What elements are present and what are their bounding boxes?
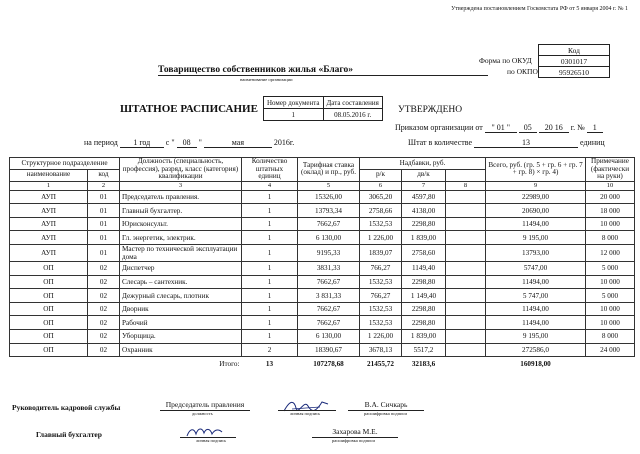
okud-value: 0301017 [539, 56, 610, 67]
cell-subdivision: АУП [10, 217, 88, 231]
staffing-table [9, 157, 635, 370]
cell-dv: 2298,80 [402, 316, 446, 330]
table-row [10, 289, 635, 303]
doc-date-header: Дата составления [323, 97, 382, 109]
cell-extra [446, 262, 486, 276]
hr-name: В.А. Сичкарь [364, 400, 408, 409]
cell-rate: 13793,34 [298, 204, 360, 218]
cell-rk: 3678,13 [360, 343, 402, 357]
organization-caption: наименование организации [240, 77, 293, 82]
organization-name: Товарищество собственников жилья «Благо» [158, 65, 354, 75]
cell-total: 9 195,00 [486, 231, 586, 245]
cell-code: 02 [88, 275, 120, 289]
table-row [10, 330, 635, 344]
cell-total: 11494,00 [486, 275, 586, 289]
cell-subdivision: АУП [10, 204, 88, 218]
cell-position: Дворник [120, 302, 242, 316]
cell-extra [446, 289, 486, 303]
cell-note: 20 000 [586, 190, 635, 204]
cell-code: 02 [88, 302, 120, 316]
cell-rate: 18390,67 [298, 343, 360, 357]
doc-date: 08.05.2016 г. [323, 109, 382, 121]
organization-underline [158, 75, 488, 76]
header-position: Должность (специальность, профессия), разряд, класс (категория) квалификации [120, 158, 242, 182]
header-sub-name: наименование [10, 169, 88, 181]
order-month: 05 [519, 124, 537, 133]
cell-rate: 7662,67 [298, 302, 360, 316]
header-allow-rk: р/к [360, 169, 402, 181]
cell-extra [446, 217, 486, 231]
accountant-role: Главный бухгалтер [36, 430, 102, 439]
header-total: Всего, руб. (гр. 5 + гр. 6 + гр. 7 + гр. 8) × гр. 4) [486, 158, 586, 182]
cell-rk: 1532,53 [360, 275, 402, 289]
order-year: 20 16 [539, 124, 569, 133]
cell-units: 2 [242, 343, 298, 357]
header-rate: Тарифная ставка (оклад) и пр., руб. [298, 158, 360, 182]
cell-dv: 4597,80 [402, 190, 446, 204]
cell-subdivision: ОП [10, 316, 88, 330]
cell-dv: 1 839,00 [402, 330, 446, 344]
cell-rk: 1 226,00 [360, 231, 402, 245]
cell-extra [446, 190, 486, 204]
totals-empty [10, 357, 88, 370]
okpo-value: 95926510 [539, 67, 610, 78]
codes-table [538, 44, 610, 78]
cell-total: 20690,00 [486, 204, 586, 218]
cell-rk: 1532,53 [360, 316, 402, 330]
cell-position: Рабочий [120, 316, 242, 330]
cell-code: 02 [88, 289, 120, 303]
cell-rk: 1839,07 [360, 245, 402, 262]
cell-subdivision: ОП [10, 289, 88, 303]
cell-rk: 1532,53 [360, 302, 402, 316]
totals-rk: 21455,72 [367, 359, 394, 368]
cell-code: 01 [88, 204, 120, 218]
cell-dv: 4138,00 [402, 204, 446, 218]
cell-total: 11494,00 [486, 217, 586, 231]
cell-code: 02 [88, 262, 120, 276]
cell-rate: 6 130,00 [298, 231, 360, 245]
cell-position: Мастер по технической эксплуатации дома [120, 245, 242, 262]
cell-rate: 7662,67 [298, 316, 360, 330]
column-number: 9 [486, 181, 586, 190]
cell-note: 5 000 [586, 262, 635, 276]
cell-total: 11494,00 [486, 316, 586, 330]
cell-dv: 2298,80 [402, 302, 446, 316]
column-number: 2 [88, 181, 120, 190]
cell-extra [446, 302, 486, 316]
doc-number-header: Номер документа [264, 97, 324, 109]
cell-dv: 1149,40 [402, 262, 446, 276]
cell-code: 02 [88, 343, 120, 357]
cell-subdivision: АУП [10, 190, 88, 204]
hr-sign-caption: личная подпись [290, 411, 321, 416]
period-from: 1 год [120, 139, 164, 148]
cell-extra [446, 204, 486, 218]
cell-units: 1 [242, 245, 298, 262]
cell-subdivision: АУП [10, 245, 88, 262]
cell-code: 01 [88, 245, 120, 262]
cell-dv: 2298,80 [402, 275, 446, 289]
codes-header: Код [539, 45, 610, 56]
cell-rate: 15326,00 [298, 190, 360, 204]
hr-position-caption: должность [192, 411, 213, 416]
totals-rate: 107278,68 [313, 359, 344, 368]
header-subdivision: Структурное подразделение [10, 158, 120, 170]
column-number: 3 [120, 181, 242, 190]
cell-note: 10 000 [586, 302, 635, 316]
staff-unit: единиц [580, 138, 605, 147]
cell-rk: 766,27 [360, 262, 402, 276]
cell-code: 01 [88, 217, 120, 231]
cell-position: Дежурный слесарь, плотник [120, 289, 242, 303]
approved-title: УТВЕРЖДЕНО [398, 105, 463, 115]
column-number: 7 [402, 181, 446, 190]
column-number: 1 [10, 181, 88, 190]
cell-total: 22989,00 [486, 190, 586, 204]
cell-rate: 9195,33 [298, 245, 360, 262]
totals-dv: 32183,6 [411, 359, 436, 368]
period-line [84, 139, 294, 148]
header-allowances: Надбавки, руб. [360, 158, 486, 170]
cell-position: Слесарь – сантехник. [120, 275, 242, 289]
cell-units: 1 [242, 262, 298, 276]
cell-units: 1 [242, 302, 298, 316]
header-note: Примечание (фактически на руки) [586, 158, 635, 182]
cell-subdivision: ОП [10, 343, 88, 357]
cell-subdivision: ОП [10, 330, 88, 344]
cell-note: 8 000 [586, 330, 635, 344]
cell-rk: 3065,20 [360, 190, 402, 204]
order-number: 1 [587, 124, 603, 133]
cell-position: Диспетчер [120, 262, 242, 276]
cell-units: 1 [242, 330, 298, 344]
totals-row [10, 357, 635, 370]
cell-extra [446, 275, 486, 289]
cell-extra [446, 343, 486, 357]
order-day: " 01 " [485, 124, 517, 133]
table-row [10, 190, 635, 204]
table-row [10, 343, 635, 357]
cell-position: Главный бухгалтер. [120, 204, 242, 218]
period-year: 2016г. [273, 138, 295, 147]
cell-position: Охранник [120, 343, 242, 357]
cell-total: 5 747,00 [486, 289, 586, 303]
cell-total: 11494,00 [486, 302, 586, 316]
period-from-suffix: с " [165, 138, 175, 147]
cell-position: Гл. энергетик, электрик. [120, 231, 242, 245]
cell-extra [446, 316, 486, 330]
accountant-name-caption: расшифровка подписи [332, 438, 375, 443]
cell-units: 1 [242, 204, 298, 218]
cell-rk: 1 226,00 [360, 330, 402, 344]
cell-dv: 5517,2 [402, 343, 446, 357]
column-number: 5 [298, 181, 360, 190]
document-title: ШТАТНОЕ РАСПИСАНИЕ [120, 103, 258, 115]
cell-code: 02 [88, 316, 120, 330]
cell-rate: 7662,67 [298, 275, 360, 289]
cell-note: 10 000 [586, 217, 635, 231]
cell-position: Уборщица. [120, 330, 242, 344]
header-allow-extra [446, 169, 486, 181]
header-units: Количество штатных единиц [242, 158, 298, 182]
hr-role: Руководитель кадровой службы [12, 403, 121, 412]
order-prefix: Приказом организации от [395, 123, 483, 132]
period-month: мая [204, 139, 272, 148]
table-row [10, 217, 635, 231]
cell-note: 18 000 [586, 204, 635, 218]
cell-total: 272586,0 [486, 343, 586, 357]
cell-code: 01 [88, 190, 120, 204]
cell-total: 5747,00 [486, 262, 586, 276]
cell-subdivision: АУП [10, 231, 88, 245]
totals-empty [586, 357, 635, 370]
cell-rk: 1532,53 [360, 217, 402, 231]
cell-rate: 7662,67 [298, 217, 360, 231]
cell-subdivision: ОП [10, 302, 88, 316]
totals-empty [446, 357, 486, 370]
table-row [10, 302, 635, 316]
cell-rate: 3 831,33 [298, 289, 360, 303]
doc-number: 1 [264, 109, 324, 121]
cell-dv: 2758,60 [402, 245, 446, 262]
cell-subdivision: ОП [10, 262, 88, 276]
cell-rate: 6 130,00 [298, 330, 360, 344]
totals-empty [88, 357, 120, 370]
cell-units: 1 [242, 190, 298, 204]
cell-rk: 2758,66 [360, 204, 402, 218]
order-year-suffix: г. № [570, 123, 585, 132]
document-number-table [263, 96, 383, 121]
period-day: 08 [177, 139, 197, 148]
table-row [10, 316, 635, 330]
hr-position: Председатель правления [165, 400, 245, 409]
approval-note: Утверждена постановлением Госкомстата РФ от 5 января 2004 г. № 1 [451, 6, 628, 12]
column-number: 10 [586, 181, 635, 190]
cell-extra [446, 231, 486, 245]
cell-extra [446, 245, 486, 262]
cell-code: 02 [88, 330, 120, 344]
cell-total: 9 195,00 [486, 330, 586, 344]
table-row [10, 245, 635, 262]
cell-dv: 1 839,00 [402, 231, 446, 245]
column-number: 4 [242, 181, 298, 190]
cell-rk: 766,27 [360, 289, 402, 303]
cell-code: 01 [88, 231, 120, 245]
cell-rate: 3831,33 [298, 262, 360, 276]
accountant-name: Захарова М.Е. [332, 427, 378, 436]
table-row [10, 204, 635, 218]
cell-note: 8 000 [586, 231, 635, 245]
table-row [10, 231, 635, 245]
cell-dv: 1 149,40 [402, 289, 446, 303]
totals-units: 13 [265, 359, 274, 368]
cell-units: 1 [242, 217, 298, 231]
cell-units: 1 [242, 275, 298, 289]
cell-note: 12 000 [586, 245, 635, 262]
header-allow-dv: дв/к [402, 169, 446, 181]
cell-note: 10 000 [586, 275, 635, 289]
totals-label: Итого: [219, 359, 240, 368]
okud-label: Форма по ОКУД [479, 56, 532, 65]
column-number: 6 [360, 181, 402, 190]
cell-dv: 2298,80 [402, 217, 446, 231]
staff-count: 13 [474, 139, 578, 148]
period-prefix: на период [84, 138, 118, 147]
cell-units: 1 [242, 231, 298, 245]
staff-line [408, 139, 605, 148]
cell-note: 24 000 [586, 343, 635, 357]
hr-name-caption: расшифровка подписи [364, 411, 407, 416]
cell-units: 1 [242, 289, 298, 303]
cell-position: Юрисконсульт. [120, 217, 242, 231]
accountant-sign-caption: личная подпись [196, 438, 227, 443]
column-number: 8 [446, 181, 486, 190]
table-row [10, 262, 635, 276]
cell-position: Председатель правления. [120, 190, 242, 204]
totals-total: 160918,00 [520, 359, 551, 368]
cell-subdivision: ОП [10, 275, 88, 289]
order-line [395, 124, 603, 133]
cell-extra [446, 330, 486, 344]
staff-label: Штат в количестве [408, 138, 473, 147]
header-sub-code: код [88, 169, 120, 181]
period-day-suffix: " [198, 138, 202, 147]
cell-note: 5 000 [586, 289, 635, 303]
cell-note: 10 000 [586, 316, 635, 330]
table-row [10, 275, 635, 289]
cell-total: 13793,00 [486, 245, 586, 262]
column-numbers-row [10, 181, 635, 190]
cell-units: 1 [242, 316, 298, 330]
okpo-label: по ОКПО [507, 67, 538, 76]
